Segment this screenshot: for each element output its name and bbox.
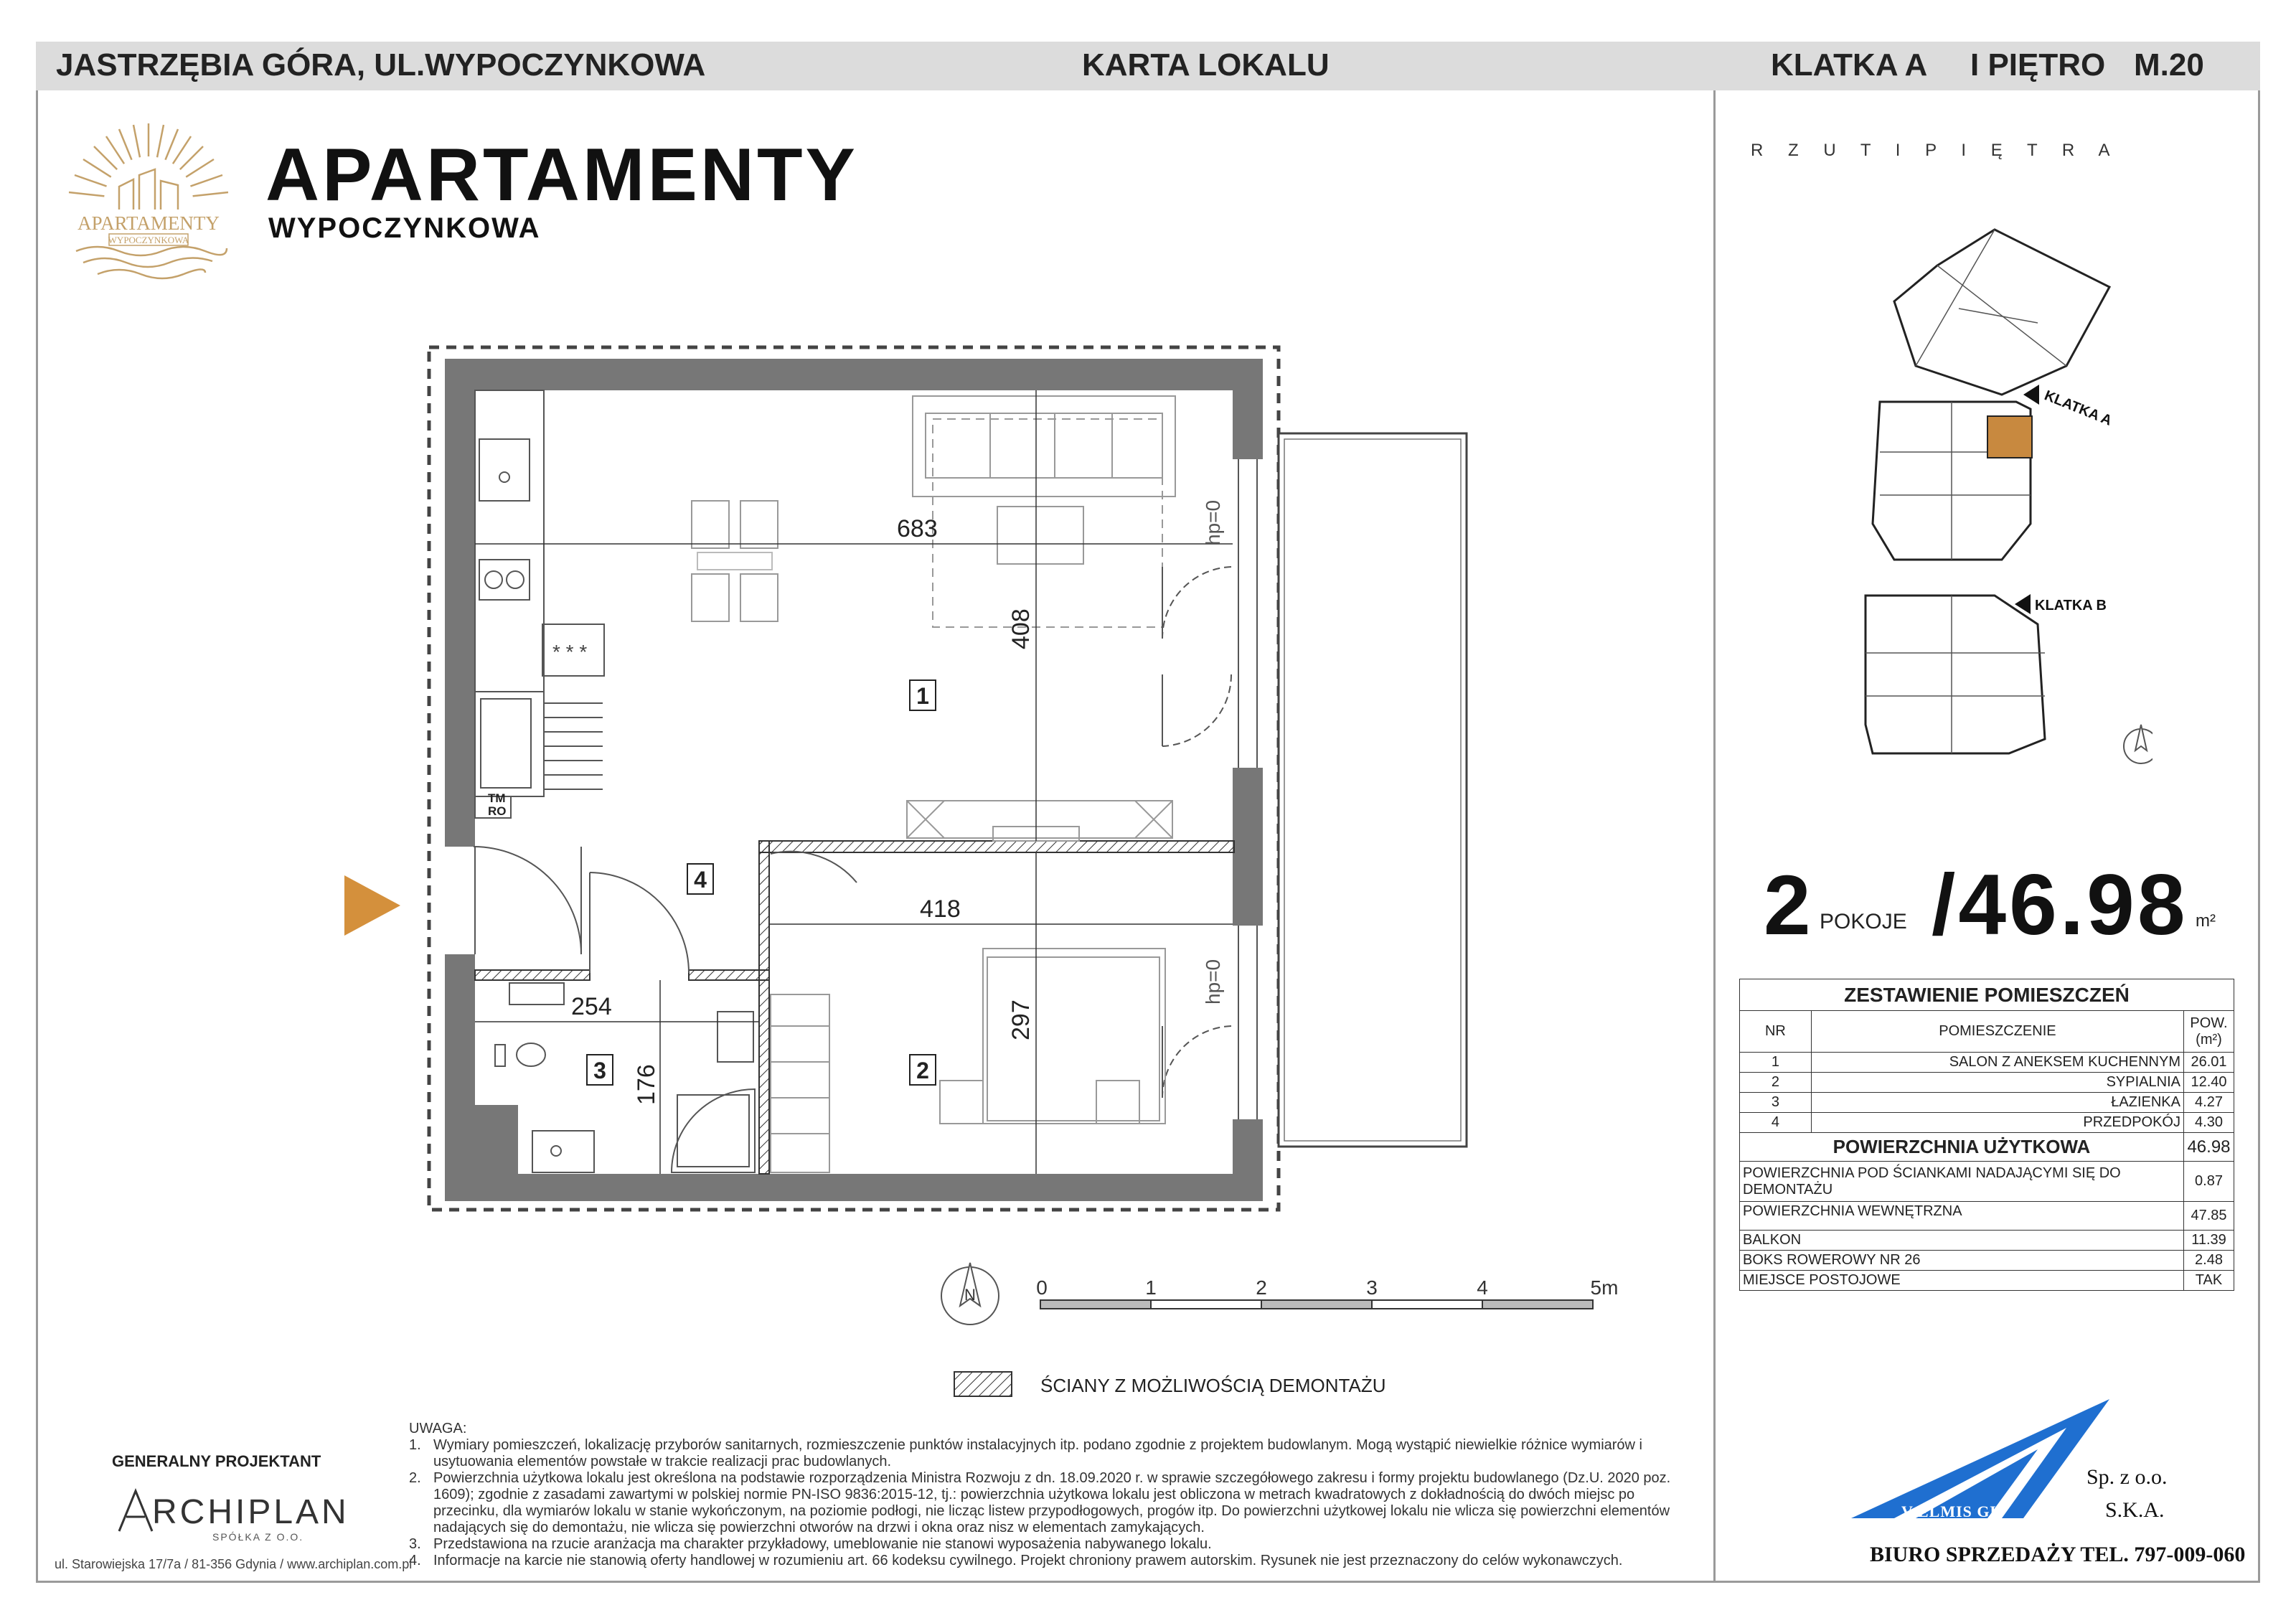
room-area: 4.30 bbox=[2183, 1113, 2234, 1133]
logo-subtext: WYPOCZYNKOWA bbox=[108, 235, 189, 245]
staircase-b-label: KLATKA B bbox=[2035, 598, 2107, 613]
rooms-word: POKOJE bbox=[1820, 910, 1907, 933]
col-area-header: POW. (m²) bbox=[2183, 1011, 2234, 1053]
usable-area-label: POWIERZCHNIA UŻYTKOWA bbox=[1740, 1133, 2184, 1162]
usable-area-value: 46.98 bbox=[2183, 1133, 2234, 1162]
room-area: 12.40 bbox=[2183, 1073, 2234, 1093]
room-nr: 1 bbox=[1740, 1053, 1812, 1073]
header-location: JASTRZĘBIA GÓRA, UL.WYPOCZYNKOWA bbox=[56, 47, 706, 83]
entrance-arrow-icon bbox=[344, 875, 400, 936]
developer-suffix-2: S.K.A. bbox=[2105, 1498, 2165, 1522]
note-item: 4. Informacje na karcie nie stanowią oferty handlowej w rozumieniu art. 66 kodeksu cywilnego. Projekt chroniony prawem autorskim. Rysunek nie jest przeznaczony do celów wykonawczych. bbox=[409, 1553, 1623, 1568]
demountable-wall-legend-swatch bbox=[954, 1372, 1012, 1396]
dimension-683: 683 bbox=[897, 515, 938, 542]
room-nr: 3 bbox=[1740, 1093, 1812, 1113]
floor-plan bbox=[337, 337, 1643, 1428]
dimension-408: 408 bbox=[1007, 608, 1035, 649]
room-name: SALON Z ANEKSEM KUCHENNYM bbox=[1811, 1053, 2183, 1073]
designer-name: RCHIPLAN bbox=[152, 1493, 349, 1531]
column-divider bbox=[1713, 90, 1716, 1583]
scale-label-1: 1 bbox=[1145, 1276, 1157, 1299]
dimension-176: 176 bbox=[633, 1064, 660, 1105]
note-item: 1. Wymiary pomieszczeń, lokalizację przyborów sanitarnych, rozmieszczenie punktów instalacyjnych itp. podano zgodnie z projektem budowlanym. Mogą wystąpić niewielkie różnice wymiarów i usytuowania elementów powstałe w trakcie realizacji prac budowlanych. bbox=[409, 1437, 1642, 1469]
dimension-254: 254 bbox=[571, 993, 612, 1020]
room-nr: 4 bbox=[1740, 1113, 1812, 1133]
extra-label: BALKON bbox=[1740, 1231, 2184, 1251]
key-plan-north-icon bbox=[2124, 725, 2152, 763]
note-item: 3. Przedstawiona na rzucie aranżacja ma charakter przykładowy, umeblowanie nie stanowi wyposażenia nabywanego lokalu. bbox=[409, 1536, 1212, 1552]
notes-heading: UWAGA: bbox=[409, 1421, 467, 1436]
staircase-a-label: KLATKA A bbox=[2042, 387, 2114, 429]
brand-title: APARTAMENTY bbox=[265, 133, 858, 217]
logo-text: APARTAMENTY bbox=[77, 212, 220, 234]
header-card-title: KARTA LOKALU bbox=[1082, 47, 1330, 83]
extra-value: 0.87 bbox=[2183, 1162, 2234, 1202]
header-bar bbox=[36, 42, 2260, 90]
extra-value: 47.85 bbox=[2183, 1202, 2234, 1231]
developer-suffix-1: Sp. z o.o. bbox=[2086, 1465, 2168, 1489]
scale-label-3: 3 bbox=[1366, 1276, 1378, 1299]
designer-label: GENERALNY PROJEKTANT bbox=[112, 1452, 321, 1470]
room-number-2: 2 bbox=[916, 1058, 929, 1083]
meter-label-ro: RO bbox=[488, 804, 507, 818]
dimension-297: 297 bbox=[1007, 999, 1035, 1040]
extra-label: MIEJSCE POSTOJOWE bbox=[1740, 1271, 2184, 1291]
notes bbox=[409, 1421, 1700, 1569]
header-unit: M.20 bbox=[2134, 47, 2204, 83]
room-area: 26.01 bbox=[2183, 1053, 2234, 1073]
col-nr-header: NR bbox=[1740, 1011, 1812, 1053]
svg-text:* * *: * * * bbox=[552, 641, 588, 663]
note-item: 2. Powierzchnia użytkowa lokalu jest określona na podstawie rozporządzenia Ministra Rozwoju z dn. 18.09.2020 r. w sprawie szczegółowego zakresu i formy projektu budowlanego (Dz.U. 2020 poz. 1609); zgodnie z zasadami zawartymi w polskiej normie PN-ISO 9836:2015-12, tj.: powierzchnia użytkowa lokalu jest obliczona w metrach kwadratowych z dokładnością do dwóch miejsc po przecinku, dla wymiarów lokalu w stanie wykończonym, na poziomie podłogi, nie licząc listew przypodłogowych, progów itp. Do powierzchni użytkowej lokalu nie wlicza się powierzchni elementów nadających się do demontażu, nie wlicza się powierzchni otworów na drzwi i okna oraz nisz w elementach zamykających. bbox=[409, 1470, 1671, 1535]
area-unit: m² bbox=[2196, 911, 2216, 931]
archiplan-logo-icon bbox=[116, 1488, 155, 1534]
extra-label: POWIERZCHNIA POD ŚCIANKAMI NADAJĄCYMI SIĘ DO DEMONTAŻU bbox=[1740, 1162, 2184, 1202]
extra-value: TAK bbox=[2183, 1271, 2234, 1291]
room-name: PRZEDPOKÓJ bbox=[1811, 1113, 2183, 1133]
extra-value: 11.39 bbox=[2183, 1231, 2234, 1251]
extra-label: BOKS ROWEROWY NR 26 bbox=[1740, 1251, 2184, 1271]
extra-label: POWIERZCHNIA WEWNĘTRZNA bbox=[1740, 1202, 2184, 1231]
rooms-table bbox=[1739, 979, 2234, 1291]
dimension-418: 418 bbox=[920, 895, 961, 923]
room-number-3: 3 bbox=[593, 1058, 606, 1083]
room-number-1: 1 bbox=[916, 683, 929, 709]
total-area: /46.98 bbox=[1932, 857, 2188, 953]
header-staircase: KLATKA A bbox=[1771, 47, 1928, 83]
sales-office-phone: BIURO SPRZEDAŻY TEL. 797-009-060 bbox=[1870, 1543, 2246, 1566]
extra-value: 2.48 bbox=[2183, 1251, 2234, 1271]
demountable-wall-legend: ŚCIANY Z MOŻLIWOŚCIĄ DEMONTAŻU bbox=[1040, 1375, 1386, 1396]
designer-sub: SPÓŁKA Z O.O. bbox=[212, 1531, 304, 1543]
hp-label-bedroom: hp=0 bbox=[1202, 959, 1224, 1005]
meter-label-tm: TM bbox=[488, 791, 506, 805]
north-label: N bbox=[964, 1286, 976, 1304]
scale-label-0: 0 bbox=[1036, 1276, 1048, 1299]
hp-label-salon: hp=0 bbox=[1202, 499, 1224, 545]
developer-name: V ELMIS GK bbox=[1901, 1502, 2003, 1520]
staircase-a-arrow-icon bbox=[2023, 385, 2039, 405]
rooms-table-title: ZESTAWIENIE POMIESZCZEŃ bbox=[1740, 979, 2234, 1011]
key-plan bbox=[1851, 222, 2152, 768]
room-area: 4.27 bbox=[2183, 1093, 2234, 1113]
key-plan-title: R Z U T I P I Ę T R A bbox=[1751, 141, 2120, 160]
key-plan-unit-highlight bbox=[1987, 416, 2032, 458]
brand-subtitle: WYPOCZYNKOWA bbox=[268, 212, 541, 244]
col-name-header: POMIESZCZENIE bbox=[1811, 1011, 2183, 1053]
apartamenty-logo-icon bbox=[55, 115, 243, 287]
designer-address: ul. Starowiejska 17/7a / 81-356 Gdynia / www.archiplan.com.pl bbox=[55, 1557, 413, 1571]
scale-label-5m: 5m bbox=[1590, 1276, 1619, 1299]
scale-label-4: 4 bbox=[1477, 1276, 1488, 1299]
rooms-count: 2 bbox=[1764, 858, 1811, 953]
room-number-4: 4 bbox=[694, 867, 707, 893]
room-name: ŁAZIENKA bbox=[1811, 1093, 2183, 1113]
header-floor: I PIĘTRO bbox=[1970, 47, 2106, 83]
room-name: SYPIALNIA bbox=[1811, 1073, 2183, 1093]
room-nr: 2 bbox=[1740, 1073, 1812, 1093]
scale-label-2: 2 bbox=[1256, 1276, 1267, 1299]
